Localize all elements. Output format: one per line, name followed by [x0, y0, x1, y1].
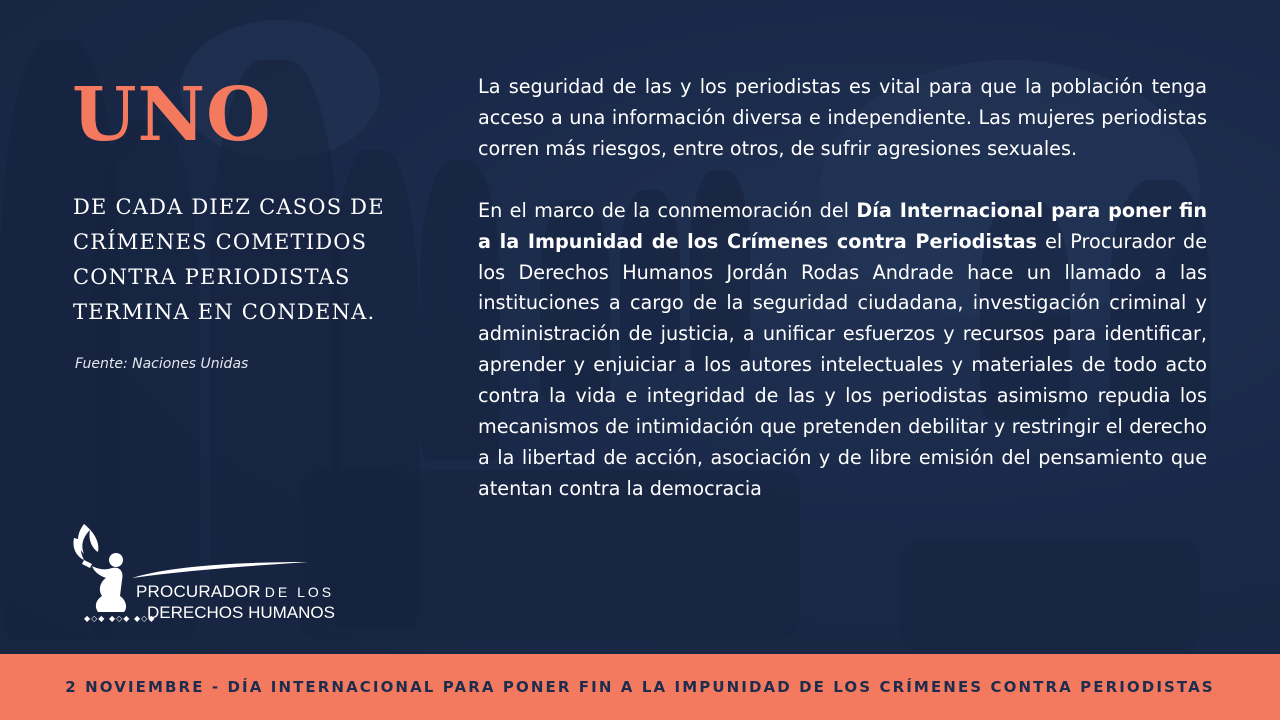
headline-subtitle: DE CADA DIEZ CASOS DE CRÍMENES COMETIDOS CONTRA PERIODISTAS TERMINA EN CONDENA. — [73, 195, 385, 324]
body-text — [478, 72, 1207, 505]
paragraph-2-lead: En el marco de la conmemoración del — [478, 198, 857, 222]
logo-pattern-icon: ◆◇◆ ◆◇◆ ◆◇◆ — [84, 614, 156, 623]
logo-line1-main: PROCURADOR — [136, 582, 261, 601]
logo-line2: DERECHOS HUMANOS — [147, 603, 335, 622]
headline-number: UNO — [72, 72, 272, 158]
source-caption: Fuente: Naciones Unidas — [75, 356, 249, 372]
footer-bar — [0, 654, 1280, 720]
footer-text: 2 NOVIEMBRE - DÍA INTERNACIONAL PARA PONER FIN A LA IMPUNIDAD DE LOS CRÍMENES CONTRA PERIODISTAS — [65, 678, 1215, 696]
paragraph-1: La seguridad de las y los periodistas es vital para que la población tenga acceso a una información diversa e independiente. Las mujeres periodistas corren más riesgos, entre otros, de sufrir agresiones sexuales. — [478, 75, 1207, 160]
paragraph-2-rest: el Procurador de los Derechos Humanos Jordán Rodas Andrade hace un llamado a las instituciones a cargo de la seguridad ciudadana, investigación criminal y administración de justicia, a unificar esfuerzos y recursos para identificar, aprender y enjuiciar a los autores intelectuales y materiales de todo acto contra la vida e integridad de las y los periodistas asimismo repudia los mecanismos de intimidación que pretenden debilitar y restringir el derecho a la libertad de acción, asociación y de libre emisión del pensamiento que atentan contra la democracia — [478, 229, 1207, 500]
paragraph-2 — [478, 196, 1207, 505]
pdh-logo — [70, 520, 340, 625]
logo-line1-small: DE LOS — [264, 584, 335, 600]
swoosh-icon — [130, 560, 310, 580]
paragraph-2-bold: Día Internacional para poner fin a la Impunidad de los Crímenes contra Periodistas — [478, 198, 1207, 253]
